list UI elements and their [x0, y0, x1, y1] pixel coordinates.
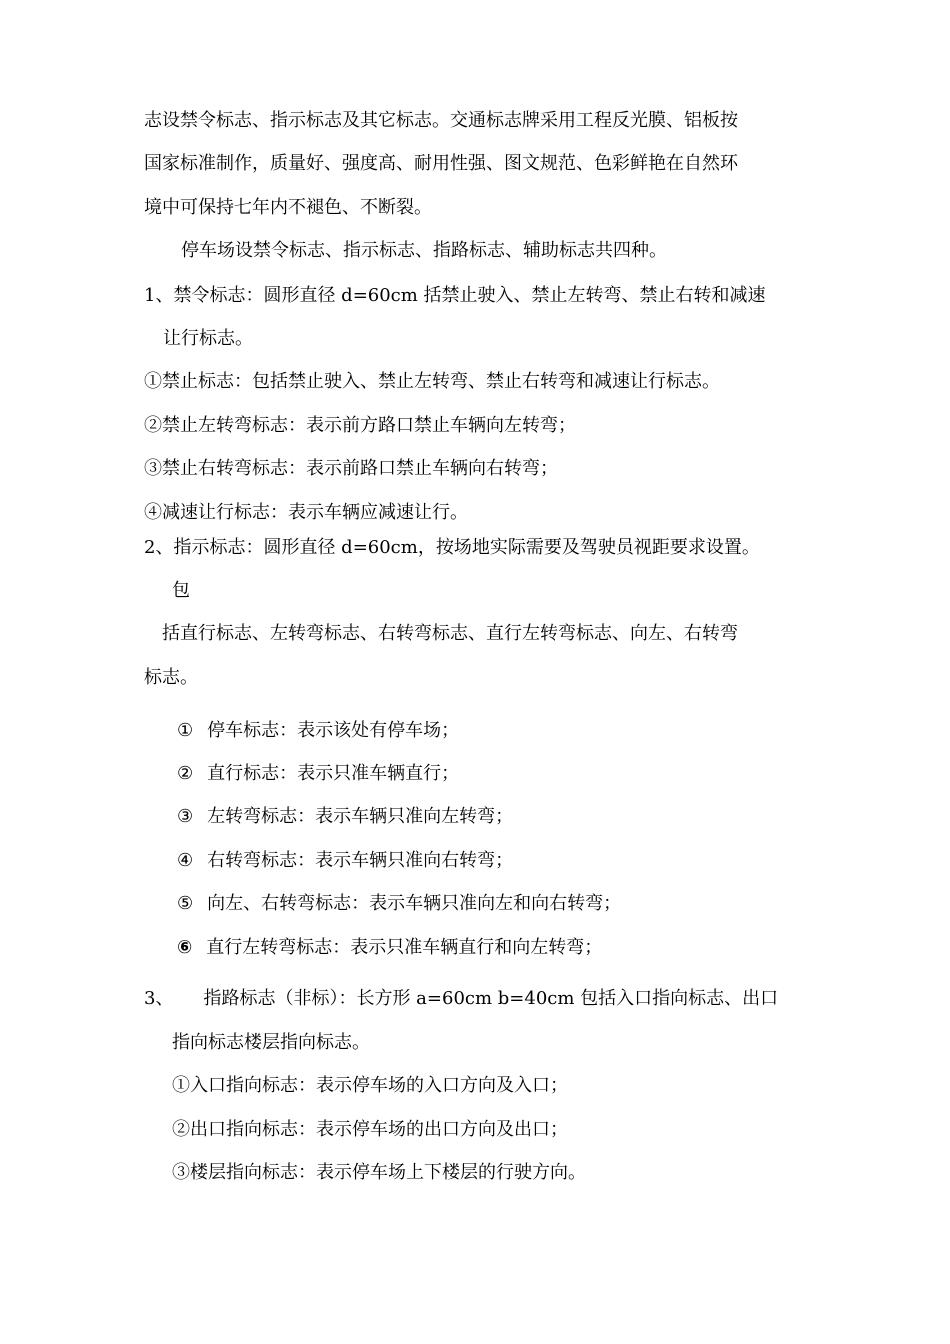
- section2-item-2: [177, 761, 459, 787]
- section2-heading-line-1: 2、指示标志：圆形直径 d=60cm，按场地实际需要及驾驶员视距要求设置。: [144, 537, 760, 558]
- item-number: ②: [177, 763, 194, 784]
- item-text: 向左、右转弯标志：表示车辆只准向左和向右转弯；: [207, 893, 622, 914]
- section2-item-6: [177, 935, 602, 961]
- section3-heading-line-2: 指向标志楼层指向标志。: [172, 1032, 370, 1053]
- item-text: 右转弯标志：表示车辆只准向右转弯；: [207, 850, 514, 871]
- section1-heading-line-2: 让行标志。: [163, 328, 253, 349]
- section2-item-1: [177, 718, 459, 744]
- item-number: ⑤: [177, 893, 194, 914]
- section1-item-2: ②禁止左转弯标志：表示前方路口禁止车辆向左转弯；: [144, 415, 576, 436]
- section3-heading-text: 指路标志（非标）：长方形 a=60cm b=40cm 包括入口指向标志、出口: [203, 988, 779, 1009]
- item-number: ③: [177, 806, 194, 827]
- section1-heading-line-1: 1、禁令标志：圆形直径 d=60cm 括禁止驶入、禁止左转弯、禁止右转和减速: [144, 285, 766, 306]
- item-text: 直行左转弯标志：表示只准车辆直行和向左转弯；: [206, 937, 603, 958]
- section1-item-1: ①禁止标志：包括禁止驶入、禁止左转弯、禁止右转弯和减速让行标志。: [144, 371, 720, 392]
- item-text: 左转弯标志：表示车辆只准向左转弯；: [207, 806, 514, 827]
- section3-heading-line-1: [144, 986, 778, 1012]
- section2-item-3: [177, 804, 513, 830]
- intro-line-2: 国家标准制作，质量好、强度高、耐用性强、图文规范、色彩鲜艳在自然环: [144, 153, 738, 174]
- intro-line-1: 志设禁令标志、指示标志及其它标志。交通标志牌采用工程反光膜、铝板按: [144, 110, 738, 131]
- section3-item-1: ①入口指向标志：表示停车场的入口方向及入口；: [172, 1075, 568, 1096]
- section2-item-5: [177, 891, 621, 917]
- intro-line-3: 境中可保持七年内不褪色、不断裂。: [144, 197, 432, 218]
- item-text: 直行标志：表示只准车辆直行；: [207, 763, 460, 784]
- item-number: ⑥: [177, 937, 193, 958]
- section2-heading-line-3: 括直行标志、左转弯标志、右转弯标志、直行左转弯标志、向左、右转弯: [162, 623, 738, 644]
- section1-item-3: ③禁止右转弯标志：表示前路口禁止车辆向右转弯；: [144, 458, 558, 479]
- item-number: ④: [177, 850, 194, 871]
- section2-item-4: [177, 848, 513, 874]
- item-text: 停车标志：表示该处有停车场；: [207, 720, 460, 741]
- summary-line: 停车场设禁令标志、指示标志、指路标志、辅助标志共四种。: [181, 240, 667, 261]
- section3-number: 3、: [144, 988, 174, 1009]
- section3-item-3: ③楼层指向标志：表示停车场上下楼层的行驶方向。: [172, 1162, 586, 1183]
- section2-heading-line-4: 标志。: [144, 667, 198, 688]
- section1-item-4: ④减速让行标志：表示车辆应减速让行。: [144, 502, 468, 523]
- section3-item-2: ②出口指向标志：表示停车场的出口方向及出口；: [172, 1119, 568, 1140]
- item-number: ①: [177, 720, 194, 741]
- section2-heading-line-2: 包: [172, 580, 190, 601]
